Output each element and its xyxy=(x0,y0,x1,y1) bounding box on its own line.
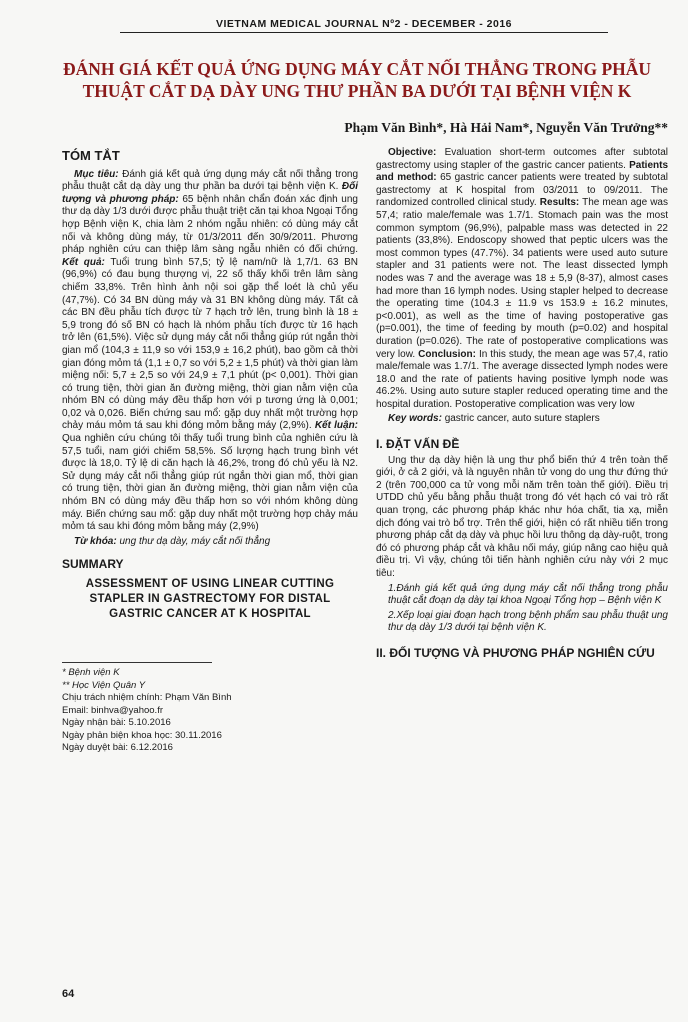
footnote-affiliation-2: ** Học Viện Quân Y xyxy=(62,679,146,691)
right-column xyxy=(376,147,668,664)
conclusion-text-en: In this study, the mean age was 57,4, ratio male/female was 1.7/1. The average dissected lymph nodes were 18.0 and the rate of patients having positive lymph node was 46.2%. Using auto suture stapler reduced operating time and the hospital duration. Postoperative complication was very low xyxy=(376,348,668,410)
introduction-heading: I. ĐẶT VẤN ĐỀ xyxy=(376,437,460,452)
keywords-label-en: Key words: xyxy=(388,413,442,425)
footnote-email: Email: binhva@yahoo.fr xyxy=(62,704,163,716)
footnote-approved: Ngày duyệt bài: 6.12.2016 xyxy=(62,742,173,753)
methods-text-en: 65 gastric cancer patients were treated by subtotal gastrectomy at K hospital from 03/2011 to 09/2011. The randomized controlled clinical study. xyxy=(376,172,668,209)
conclusion-label-en: Conclusion: xyxy=(418,348,476,360)
study-objective-2: 2.Xếp loại giai đoạn hạch trong bệnh phẩm sau phẫu thuật ung thư dạ dày 1/3 dưới tại bệnh viện K. xyxy=(388,609,668,634)
conclusion-text-vi: Qua nghiên cứu chúng tôi thấy tuổi trung bình của nghiên cứu là 57,5 tuổi, nam giới chiếm 58,5%. Số lượng hạch trung bình vét được là 18,0. Tỷ lệ di căn hạch là 46,2%, trong đó chủ yếu là N2. Sử dụng máy cắt nối thẳng giúp rút ngắn thời gian mổ, thời gian có trung tiện, thời gian ăn đường miệng, thời gian nằm viện của nhóm BN có dùng máy đều thấp hơn so với nhóm không dùng máy. Biến chứng sau mổ: gặp duy nhất một trường hợp chảy máu mỏm tá sau khi đóng mỏm bằng máy (2,9%) xyxy=(62,433,358,533)
results-label-vi: Kết quả: xyxy=(62,256,105,268)
footnote-divider xyxy=(62,662,212,663)
summary-title: ASSESSMENT OF USING LINEAR CUTTING STAPLER IN GASTRECTOMY FOR DISTAL GASTRIC CANCER AT K HOSPITAL xyxy=(85,578,335,620)
objective-text-en: Evaluation short-term outcomes after subtotal gastrectomy using stapler of the gastric cancer patients. xyxy=(376,147,669,171)
footnote-received: Ngày nhận bài: 5.10.2016 xyxy=(62,717,171,728)
objective-label-en: Objective: xyxy=(388,147,437,158)
keywords-vi xyxy=(62,536,358,549)
objective-label-vi: Mục tiêu: xyxy=(74,168,119,180)
journal-running-header: VIETNAM MEDICAL JOURNAL Nº2 - DECEMBER - 2016 xyxy=(120,18,608,33)
methods-label-vi: Đối tượng và phương pháp: xyxy=(62,181,358,205)
footnote-responsible: Chịu trách nhiệm chính: Phạm Văn Bình xyxy=(62,692,232,703)
article-authors: Phạm Văn Bình*, Hà Hải Nam*, Nguyễn Văn Trưởng** xyxy=(344,120,668,135)
footnote-reviewed: Ngày phản biện khoa học: 30.11.2016 xyxy=(62,729,222,741)
keywords-label-vi: Từ khóa: xyxy=(74,535,117,547)
page-number: 64 xyxy=(62,988,75,1000)
results-text-vi: Tuổi trung bình 57,5; tỷ lệ nam/nữ là 1,7/1. 63 BN (96,9%) có đau bụng thượng vị, 22 số thấy khối trên lâm sàng chiếm 33,8%. Trên hình ảnh nội soi gặp thể loét là chủ yếu (47,7%). Có 34 BN dùng máy và 31 BN không dùng máy. Tất cả các BN đều phẫu tích được từ 7 hạch trở lên, trung bình là 18 ± 5,9 trong đó số BN có hạch là nhóm phẫu tích được từ 16 hạch trở lên (61,5%). Việc sử dụng máy cắt nối thẳng giúp rút ngắn thời gian mổ (104,3 ± 11,9 so với 153,9 ± 16,2 phút), bao gồm cả thời gian đóng mỏm tá (1,1 ± 0,7 so với 5,2 ± 1,5 phút) và thời gian làm miệng nối: 5,7 ± 2,5 so với 24,9 ± 7,1 phút (p< 0,001). Thời gian có trung tiện, thời gian ăn đường miệng, thời gian nằm viện của nhóm BN có dùng máy đều thấp hơn với p tương ứng là 0,001; 0,02 và 0,026. Biến chứng sau mổ: gặp duy nhất một trường hợp chảy máu mỏm tá sau khi đóng mỏm bằng máy (2,9%). xyxy=(62,256,359,432)
introduction-paragraph: Ung thư dạ dày hiện là ung thư phổ biến thứ 4 trên toàn thế giới, ở cả 2 giới, và là nguyên nhân tử vong do ung thư đứng thứ 2 (trên 700,000 ca tử vong mỗi năm trên toàn thế giới). Điều trị UTDD chủ yếu bằng phẫu thuật trong đó vét hạch có vai trò rất quan trọng, các phương pháp khác như hóa chất, tia xạ, miễn dịch đóng vai trò bổ trợ. Trên thế giới, hiện có rất nhiều tiến trong phương pháp cắt dạ dày và phục hồi lưu thông dạ dày-ruột, trong đó có phương pháp cắt và khâu nối máy, giúp nâng cao hiệu quả điều trị. Vì vậy, chúng tôi tiến hành nghiên cứu này với 2 mục tiêu: xyxy=(376,454,668,579)
summary-body xyxy=(376,147,668,411)
keywords-en xyxy=(376,413,668,426)
study-objective-1: 1.Đánh giá kết quả ứng dụng máy cắt nối thẳng trong phẫu thuật cắt đoạn dạ dày tại khoa Ngoại Tổng hợp – Bệnh viện K xyxy=(388,582,668,607)
abstract-vi-heading: TÓM TẮT xyxy=(62,148,120,163)
keywords-text-vi: ung thư dạ dày, máy cắt nối thẳng xyxy=(119,535,271,547)
results-label-en: Results: xyxy=(539,197,580,209)
methods-label-en: Patients and method: xyxy=(376,159,669,184)
methods-section-heading: II. ĐỐI TƯỢNG VÀ PHƯƠNG PHÁP NGHIÊN CỨU xyxy=(376,645,655,660)
methods-text-vi: 65 bệnh nhân chẩn đoán xác định ung thư dạ dày 1/3 dưới được phẫu thuật triệt căn tại khoa Ngoại Tổng hợp Bệnh viện K, chia làm 2 nhóm ngẫu nhiên: có dùng máy cắt nối và không dùng máy, từ 01/3/2011 đến 30/9/2011. Phương pháp nghiên cứu can thiệp lâm sàng ngẫu nhiên có đối chứng. xyxy=(62,193,358,256)
objective-text-vi: Đánh giá kết quả ứng dụng máy cắt nối thẳng trong phẫu thuật cắt dạ dày ung thư phần ba dưới tại bệnh viện K. xyxy=(62,168,358,193)
abstract-vi-body xyxy=(62,169,358,534)
left-column xyxy=(62,150,358,755)
article-title: ĐÁNH GIÁ KẾT QUẢ ỨNG DỤNG MÁY CẮT NỐI THẲNG TRONG PHẪU THUẬT CẮT DẠ DÀY UNG THƯ PHẦN BA DƯỚI TẠI BỆNH VIỆN K xyxy=(62,59,652,101)
keywords-text-en: gastric cancer, auto suture staplers xyxy=(444,413,600,425)
results-text-en: The mean age was 57,4; ratio male/female was 1.7/1. Stomach pain was the most common symptom (96,9%), palpable mass was detected in 22 patients (33,8%). Endoscopy showed that peptic ulcers was the most common types (47.7%). 34 patients were used auto suture stapler and 31 patients were not. The least dissected lymph nodes was 7 and the average was 18 ± 5,9 (8-37), almost cases had more than 16 lymph nodes. Using stapler helped to decrease the operating time (104.3 ± 11.9 vs 153.9 ± 16.2 minutes, p<0.001), as well as the time of having postoperative gas (p=0.001), the time of feeding by mouth (p=0.02) and hospital duration (p=0.026). The rate of postoperative complications was very low. xyxy=(376,197,668,360)
summary-heading: SUMMARY xyxy=(62,557,124,572)
footnote-affiliation-1: * Bệnh viện K xyxy=(62,667,120,678)
conclusion-label-vi: Kết luận: xyxy=(314,420,359,432)
